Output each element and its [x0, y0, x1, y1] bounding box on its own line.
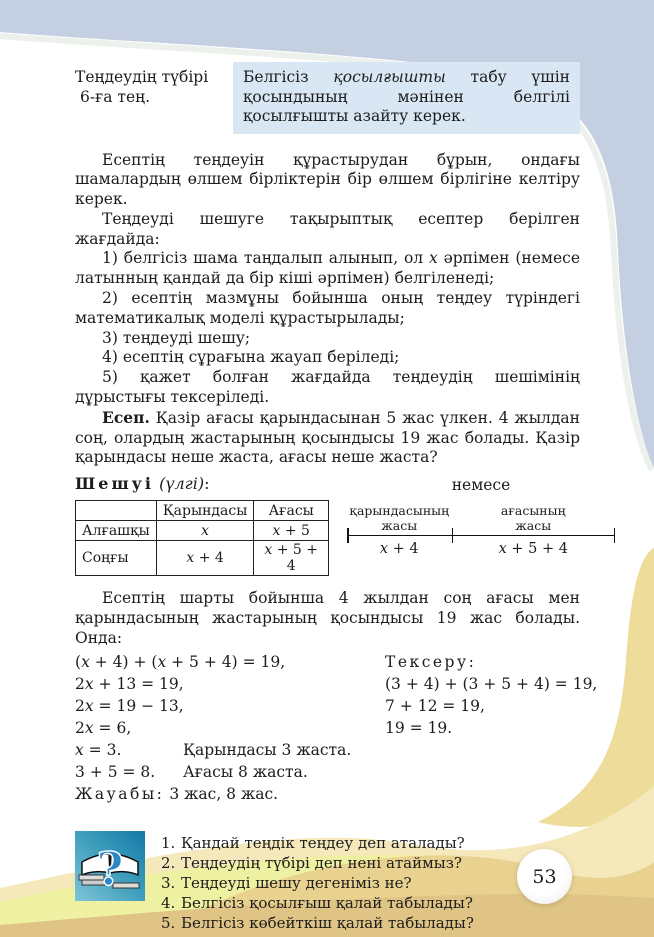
table-header-empty — [76, 501, 157, 521]
equation-line: 2x = 19 − 13, — [75, 696, 184, 715]
question-item: 5. Белгісіз көбейткіш қалай табылады? — [161, 913, 474, 932]
problem-text: Қазір ағасы қарындасынан 5 жас үлкен. 4 жылдан соң, олардың жастарының қосындысы 19 жас болады. Қазір қарындасы неше жаста, ағасы неше жаста? — [75, 408, 580, 467]
step-item-5: 5) қажет болған жағдайда теңдеудің шешімінің дұрыстығы тексеріледі. — [75, 368, 580, 407]
question-item: 2. Теңдеудің түбірі деп нені атаймыз? — [161, 853, 462, 872]
book-question-icon — [75, 831, 145, 901]
table-cell: x + 5 — [254, 521, 329, 541]
step-item-4: 4) есептің сұрағына жауап беріледі; — [102, 348, 400, 367]
definition-text-italic: қосылғышты — [333, 68, 446, 86]
check-column — [385, 651, 597, 805]
solution-heading-colon: : — [204, 474, 210, 494]
diagram-tick-middle — [452, 528, 454, 543]
ages-table — [75, 500, 329, 576]
definition-left-line1: Теңдеудің түбірі — [75, 68, 209, 86]
answer-line: Жауабы: 3 жас, 8 жас. — [75, 784, 279, 803]
equation-line: (x + 4) + (x + 5 + 4) = 19, — [75, 652, 286, 671]
check-label: Тексеру: — [385, 652, 477, 671]
diagram-left-label: қарындасының жасы — [349, 503, 450, 534]
paragraph-steps-intro: Теңдеуді шешуге тақырыптық есептер берілген жағдайда: — [75, 209, 580, 248]
step-item-2: 2) есептің мазмұны бойынша оның теңдеу түріндегі математикалық моделі құрастырылады; — [75, 289, 580, 327]
definition-text-pre: Белгісіз — [243, 68, 334, 86]
check-line: 19 = 19. — [385, 718, 453, 737]
equations-left-column — [75, 651, 385, 805]
question-item: 3. Теңдеуді шешу дегеніміз не? — [161, 873, 412, 892]
check-line: 7 + 12 = 19, — [385, 696, 485, 715]
equation-line: 2x = 6, — [75, 718, 132, 737]
check-line: (3 + 4) + (3 + 5 + 4) = 19, — [385, 674, 598, 693]
definition-box — [233, 62, 580, 134]
problem-statement — [75, 408, 580, 468]
diagram-right-value: x + 5 + 4 — [498, 541, 568, 558]
solution-table-block — [75, 474, 329, 576]
solution-heading — [75, 474, 329, 493]
equation-line: 2x + 13 = 19, — [75, 674, 184, 693]
result-line-brother: 3 + 5 = 8. Ағасы 8 жаста. — [75, 762, 308, 781]
page-number-badge — [517, 849, 572, 904]
diagram-line — [347, 535, 615, 541]
table-row — [76, 541, 329, 576]
or-word: немесе — [451, 476, 511, 495]
table-header-brother: Ағасы — [254, 501, 329, 521]
solution-row — [75, 474, 615, 576]
definition-left-label — [75, 62, 223, 134]
question-item: 4. Белгісіз қосылғыш қалай табылады? — [161, 893, 473, 912]
page-number: 53 — [532, 865, 557, 888]
table-cell: x — [156, 521, 254, 541]
question-list — [161, 831, 474, 933]
step-item-3: 3) теңдеуді шешу; — [102, 328, 251, 347]
page-content — [75, 62, 598, 933]
solution-heading-italic: (үлгі) — [159, 474, 205, 494]
table-rowhead-final: Соңғы — [76, 541, 157, 576]
diagram-labels — [347, 503, 615, 533]
review-questions — [75, 831, 580, 933]
svg-text:?: ? — [96, 841, 124, 896]
result-line-sister: x = 3. Қарындасы 3 жаста. — [75, 740, 352, 759]
diagram-tick-left — [347, 528, 349, 543]
table-cell: x + 5 + 4 — [254, 541, 329, 576]
definition-left-line2: 6-ға тең. — [80, 88, 150, 106]
definition-text-post: табу үшін қосындының мәнінен белгілі қосылғышты азайту керек. — [243, 68, 571, 125]
table-row — [76, 521, 329, 541]
diagram-tick-right — [614, 528, 616, 543]
step-item-1: 1) белгісіз шама таңдалып алынып, ол x әрпімен (немесе латынның қандай да бір кіші әрпімен) белгіленеді; — [75, 249, 580, 288]
solution-heading-bold: Шешуі — [75, 474, 154, 494]
equations-block — [75, 651, 598, 805]
problem-label: Есеп. — [102, 407, 150, 427]
diagram-left-value: x + 4 — [379, 541, 419, 558]
answer-label: Жауабы: — [75, 784, 165, 803]
paragraph-units: Есептің теңдеуін құрастырудан бұрын, ондағы шамалардың өлшем бірліктерін бір өлшем бірлігіне келтіру керек. — [75, 150, 580, 209]
definition-row — [75, 62, 580, 134]
segment-diagram-block — [329, 474, 615, 576]
table-header-row — [76, 501, 329, 521]
condition-paragraph: Есептің шарты бойынша 4 жылдан соң ағасы мен қарындасының жастарының қосындысы 19 жас болады. Онда: — [75, 589, 580, 647]
diagram-values — [347, 541, 615, 557]
table-header-sister: Қарындасы — [156, 501, 254, 521]
table-cell: x + 4 — [156, 541, 254, 576]
question-item: 1. Қандай теңдік теңдеу деп аталады? — [161, 833, 465, 852]
segment-diagram — [347, 503, 615, 557]
table-rowhead-initial: Алғашқы — [76, 521, 157, 541]
diagram-right-label: ағасының жасы — [500, 503, 566, 534]
